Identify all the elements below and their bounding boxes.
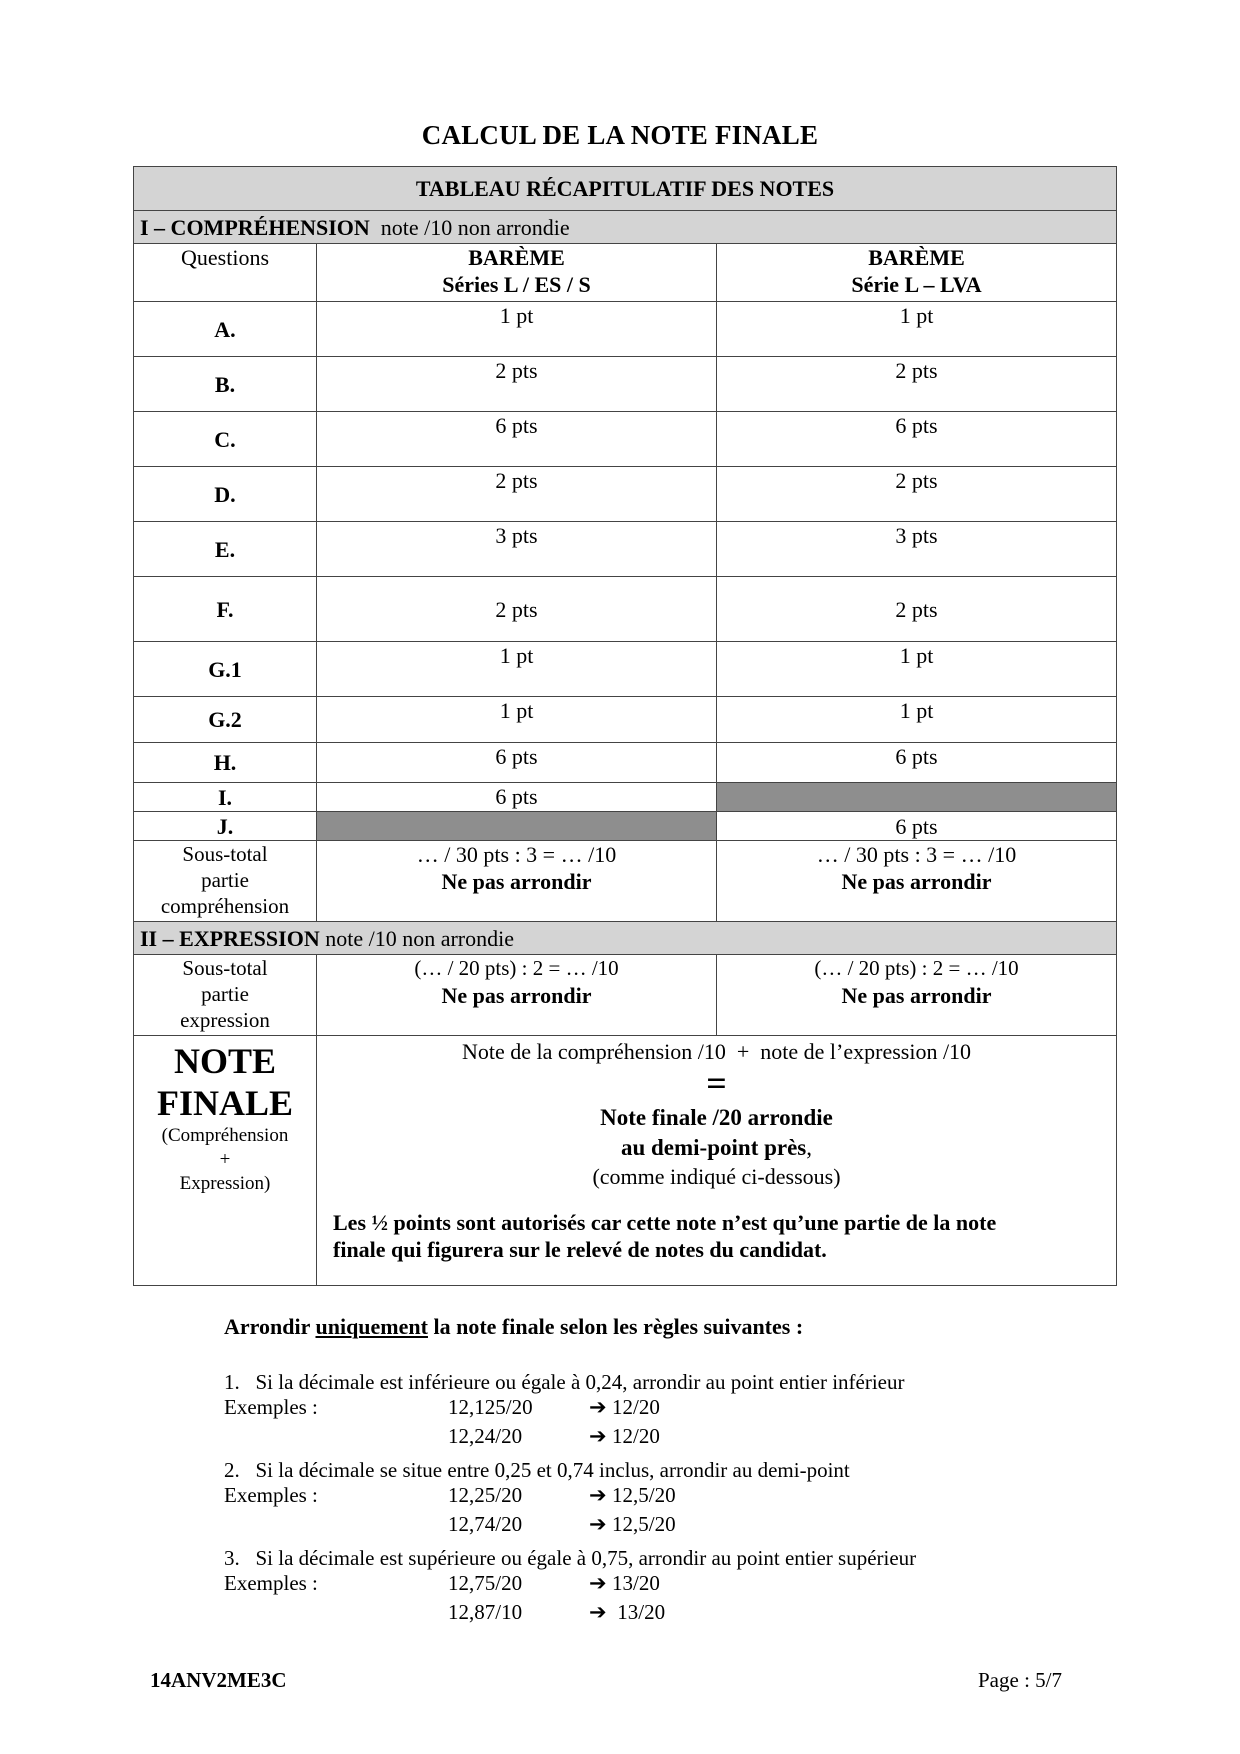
table-row (134, 522, 1117, 577)
final-grade-row (134, 1036, 1117, 1286)
rounding-rules (224, 1314, 1124, 1624)
score-lva-disabled (717, 783, 1117, 812)
example-from: 12,125/20 (448, 1395, 533, 1419)
subtotal-comprehension-row (134, 841, 1117, 922)
subtotal-comprehension-label: Sous-total partie compréhension (134, 841, 317, 922)
example-to: 13/20 (612, 1571, 660, 1595)
question-label: A. (134, 302, 317, 357)
section-expression-note: note /10 non arrondie (325, 925, 515, 951)
table-row (134, 743, 1117, 783)
score-lva: 2 pts (717, 467, 1117, 522)
example-from: 12,74/20 (448, 1512, 523, 1536)
subtotal-expression-label: Sous-total partie expression (134, 955, 317, 1036)
score-lva: 3 pts (717, 522, 1117, 577)
example-from: 12,24/20 (448, 1424, 523, 1448)
table-row (134, 783, 1117, 812)
table-row (134, 812, 1117, 841)
example-to: 12/20 (612, 1395, 660, 1419)
score-lva: 2 pts (717, 357, 1117, 412)
subtotal-expression-row (134, 955, 1117, 1036)
final-grade-label: NOTE FINALE (Compréhension + Expression) (134, 1036, 317, 1286)
question-label: J. (134, 812, 317, 841)
score-les: 2 pts (317, 467, 717, 522)
examples-label: Exemples : (224, 1395, 318, 1419)
table-row (134, 302, 1117, 357)
score-lva: 6 pts (717, 812, 1117, 841)
subtotal-expression-les: (… / 20 pts) : 2 = … /10 Ne pas arrondir (317, 955, 717, 1036)
example-to: 12/20 (612, 1424, 660, 1448)
rules-heading: Arrondir uniquement la note finale selon les règles suivantes : (224, 1314, 804, 1339)
rule-text: 2. Si la décimale se situe entre 0,25 et 0,74 inclus, arrondir au demi-point (224, 1458, 850, 1482)
score-lva: 1 pt (717, 642, 1117, 697)
col-bareme-les-header: BARÈME Séries L / ES / S (317, 244, 717, 302)
rule-text: 1. Si la décimale est inférieure ou égale à 0,24, arrondir au point entier inférieur (224, 1370, 905, 1394)
score-les: 3 pts (317, 522, 717, 577)
arrow-icon: ➔ (589, 1512, 607, 1536)
score-les: 6 pts (317, 412, 717, 467)
section-expression (134, 922, 1117, 955)
page-title: CALCUL DE LA NOTE FINALE (421, 120, 819, 150)
table-row (134, 642, 1117, 697)
col-bareme-lva-header: BARÈME Série L – LVA (717, 244, 1117, 302)
table-header: TABLEAU RÉCAPITULATIF DES NOTES (134, 167, 1117, 211)
question-label: G.1 (134, 642, 317, 697)
section-comprehension-title: I – COMPRÉHENSION (140, 214, 370, 240)
score-les: 6 pts (317, 743, 717, 783)
example-from: 12,25/20 (448, 1483, 523, 1507)
result-line-1: Note finale /20 arrondie (600, 1105, 833, 1130)
score-les: 2 pts (317, 577, 717, 642)
table-row (134, 357, 1117, 412)
score-lva: 6 pts (717, 743, 1117, 783)
subtotal-comprehension-lva: … / 30 pts : 3 = … /10 Ne pas arrondir (717, 841, 1117, 922)
score-lva: 1 pt (717, 302, 1117, 357)
subtotal-expression-lva: (… / 20 pts) : 2 = … /10 Ne pas arrondir (717, 955, 1117, 1036)
arrow-icon: ➔ (589, 1571, 607, 1595)
score-les-disabled (317, 812, 717, 841)
section-comprehension-note: note /10 non arrondie (380, 214, 570, 240)
final-grade-formula (317, 1036, 1117, 1286)
summary-table (133, 166, 1117, 1286)
score-les: 1 pt (317, 302, 717, 357)
score-les: 1 pt (317, 642, 717, 697)
score-lva: 2 pts (717, 577, 1117, 642)
section-comprehension (134, 211, 1117, 244)
score-les: 6 pts (317, 783, 717, 812)
table-row (134, 412, 1117, 467)
rule-item-3 (224, 1546, 1124, 1631)
score-lva: 1 pt (717, 697, 1117, 743)
example-from: 12,87/10 (448, 1600, 523, 1624)
question-label: H. (134, 743, 317, 783)
rule-item-2 (224, 1458, 1124, 1543)
formula-text: Note de la compréhension /10 + note de l’expression /10 (461, 1039, 972, 1064)
result-line-3: (comme indiqué ci-dessous) (592, 1164, 841, 1189)
example-from: 12,75/20 (448, 1571, 523, 1595)
question-label: G.2 (134, 697, 317, 743)
arrow-icon: ➔ (589, 1395, 607, 1419)
arrow-icon: ➔ (589, 1600, 607, 1624)
question-label: F. (134, 577, 317, 642)
page-number: Page : 5/7 (978, 1668, 1062, 1692)
example-to: 12,5/20 (612, 1483, 676, 1507)
document-code: 14ANV2ME3C (150, 1668, 287, 1692)
example-to: 13/20 (612, 1600, 666, 1624)
arrow-icon: ➔ (589, 1483, 607, 1507)
equals-sign: = (706, 1063, 727, 1103)
examples-label: Exemples : (224, 1483, 318, 1507)
examples-label: Exemples : (224, 1571, 318, 1595)
table-row (134, 467, 1117, 522)
score-les: 2 pts (317, 357, 717, 412)
question-label: D. (134, 467, 317, 522)
score-les: 1 pt (317, 697, 717, 743)
subtotal-comprehension-les: … / 30 pts : 3 = … /10 Ne pas arrondir (317, 841, 717, 922)
col-questions-header: Questions (134, 244, 317, 302)
section-expression-title: II – EXPRESSION (140, 925, 320, 951)
question-label: E. (134, 522, 317, 577)
rule-item-1 (224, 1370, 1124, 1455)
result-line-2: au demi-point près, (620, 1135, 813, 1160)
example-to: 12,5/20 (612, 1512, 676, 1536)
half-points-note: Les ½ points sont autorisés car cette note n’est qu’une partie de la note finale qui figurera sur le relevé de notes du candidat. (333, 1210, 997, 1262)
question-label: I. (134, 783, 317, 812)
score-lva: 6 pts (717, 412, 1117, 467)
rule-text: 3. Si la décimale est supérieure ou égale à 0,75, arrondir au point entier supérieur (224, 1546, 917, 1570)
table-row (134, 697, 1117, 743)
arrow-icon: ➔ (589, 1424, 607, 1448)
question-label: B. (134, 357, 317, 412)
question-label: C. (134, 412, 317, 467)
table-row (134, 577, 1117, 642)
